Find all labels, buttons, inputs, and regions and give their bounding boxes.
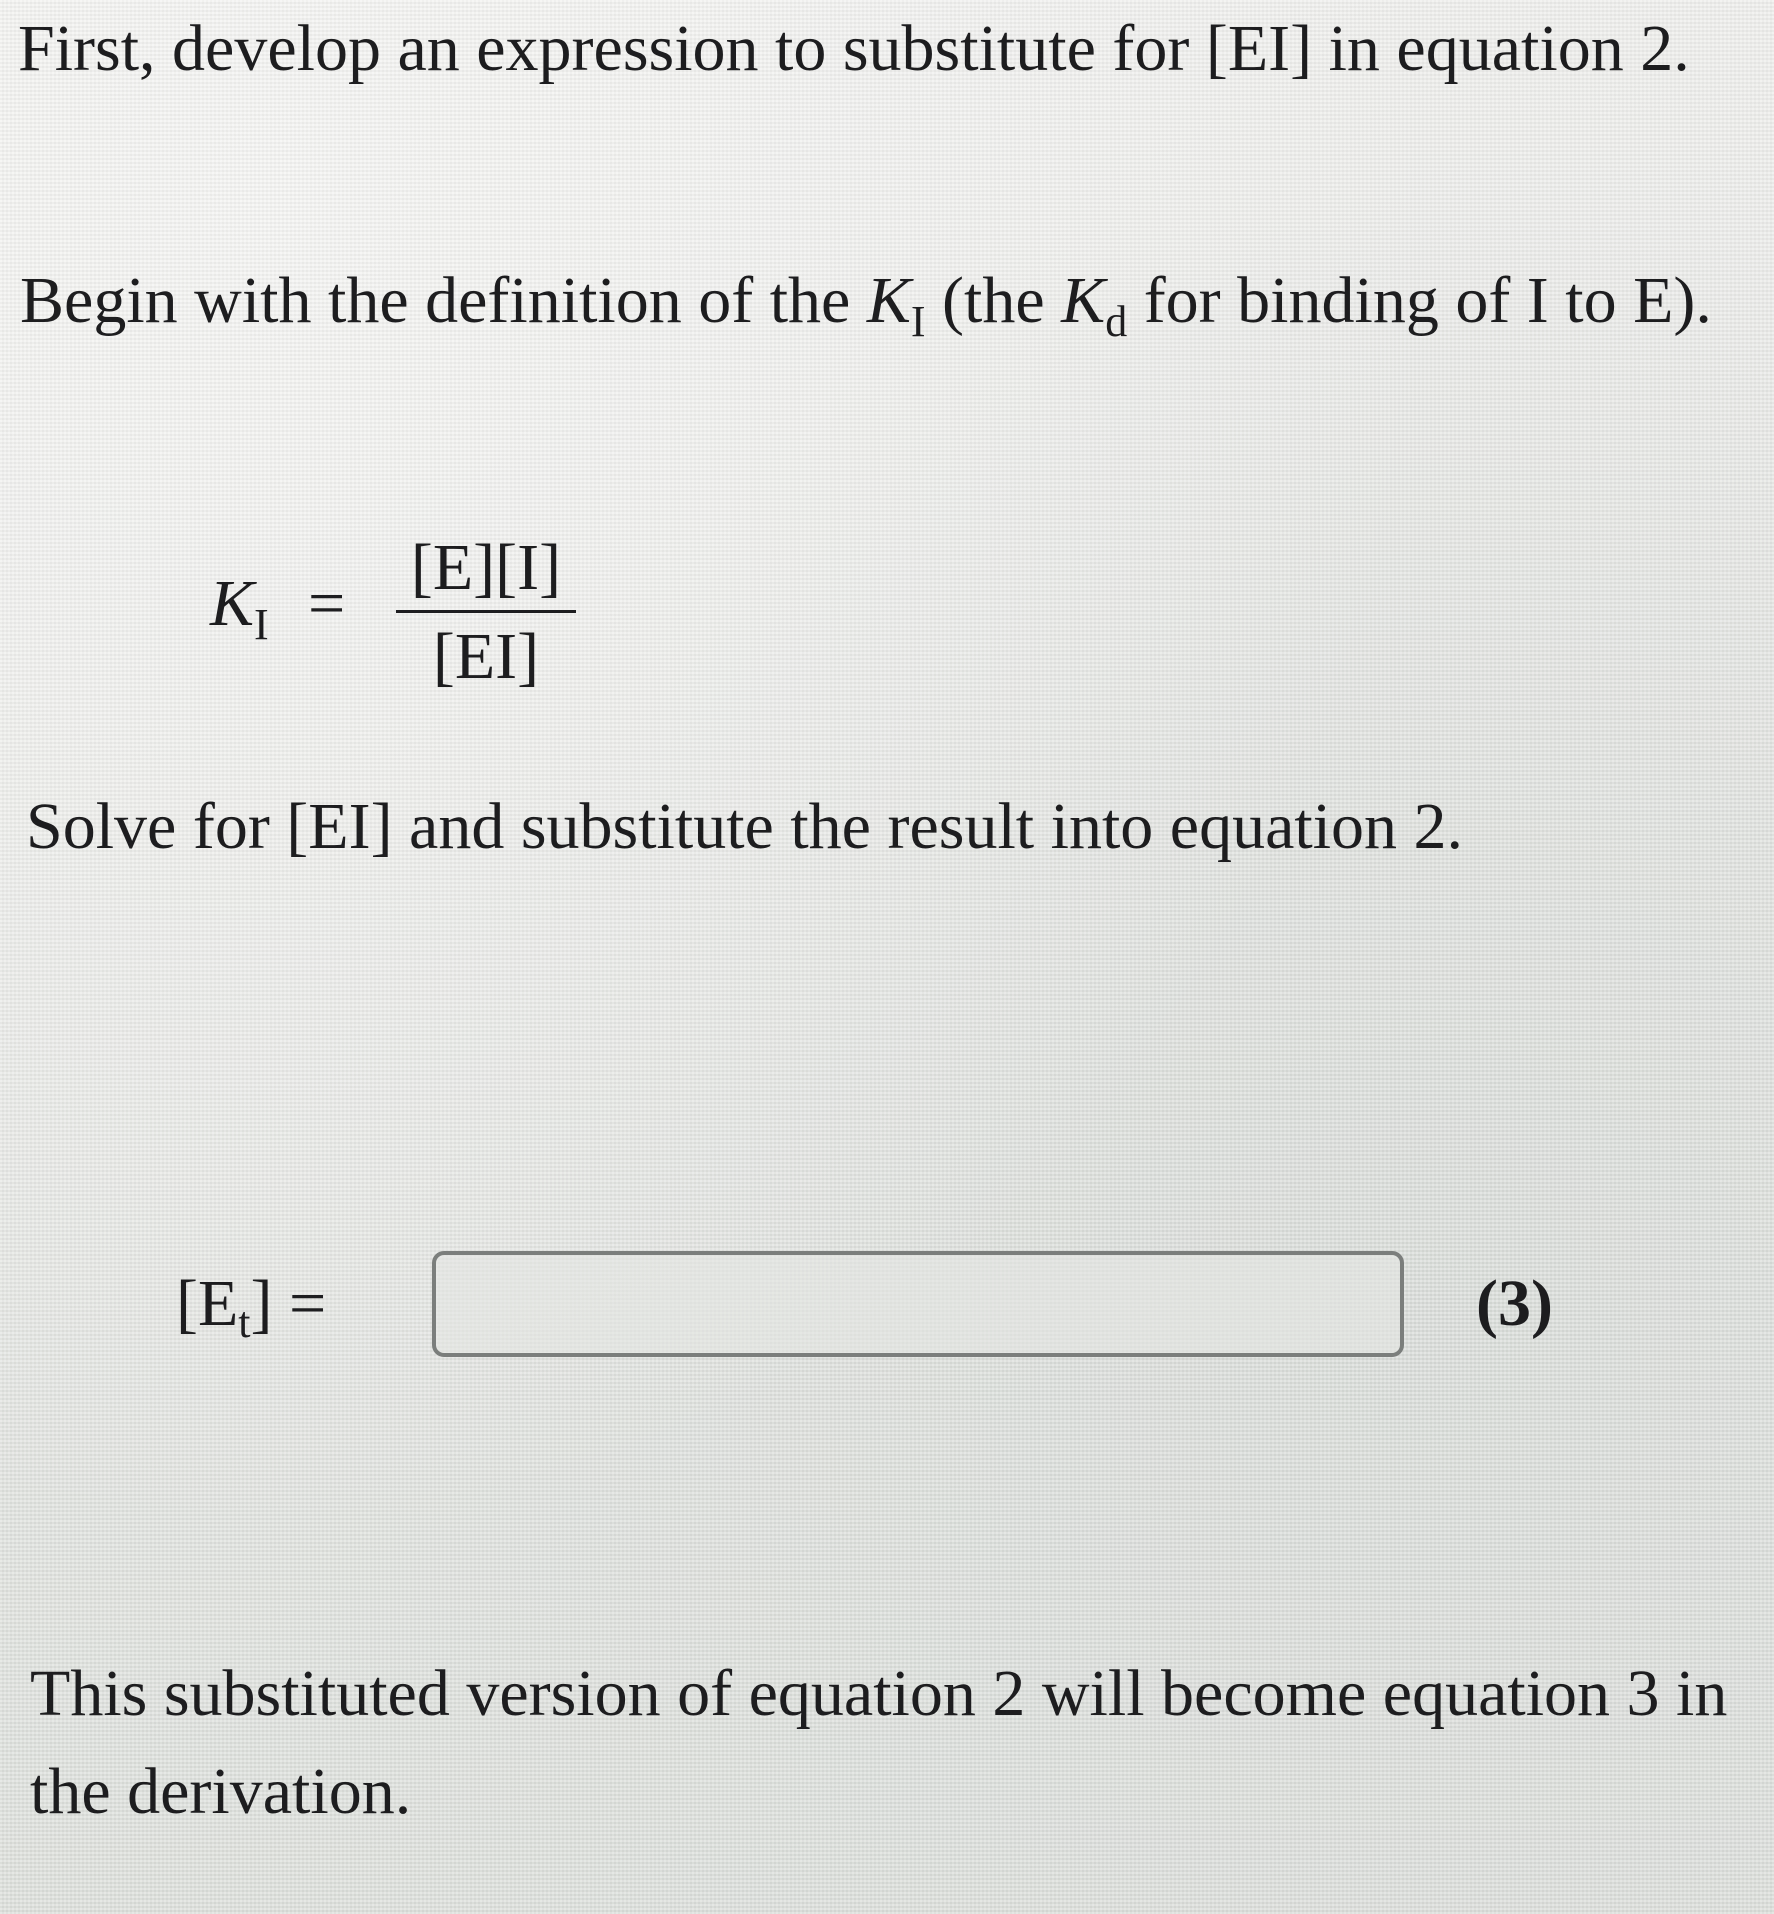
equation-number-label: (3) [1476, 1267, 1553, 1340]
ki-equation-subscript: I [254, 600, 269, 649]
kd-subscript: d [1105, 297, 1128, 346]
ki-equation-symbol: K [210, 567, 255, 640]
ki-subscript: I [910, 297, 926, 346]
kd-symbol: K [1061, 264, 1106, 337]
instruction-ki-definition [20, 252, 1760, 357]
ki-def-text-start: Begin with the definition of the [20, 264, 867, 337]
instruction-develop-expression: First, develop an expression to substitute for [EI] in equation 2. [18, 12, 1690, 85]
instruction-solve-for-ei: Solve for [EI] and substitute the result into equation 2. [26, 790, 1464, 863]
ki-equation-equals: = [308, 567, 346, 640]
fraction-denominator: [EI] [432, 620, 540, 693]
equation-3-answer-input[interactable] [432, 1251, 1404, 1357]
et-subscript: t [238, 1298, 251, 1347]
ki-definition-equation [210, 530, 610, 700]
ki-symbol: K [866, 264, 911, 337]
note-equation-3: This substituted version of equation 2 will become equation 3 in the derivation. [30, 1657, 1728, 1828]
ki-def-text-mid: (the [925, 264, 1062, 337]
ki-equation-lhs [210, 564, 269, 651]
fraction-bar [396, 610, 576, 613]
et-equation-lhs [176, 1262, 326, 1353]
ki-def-text-end: for binding of I to E). [1127, 264, 1712, 337]
et-open: [E [176, 1267, 239, 1340]
et-close-equals: ] = [250, 1267, 327, 1340]
fraction-numerator: [E][I] [410, 531, 562, 604]
ki-equation-fraction [396, 530, 576, 695]
